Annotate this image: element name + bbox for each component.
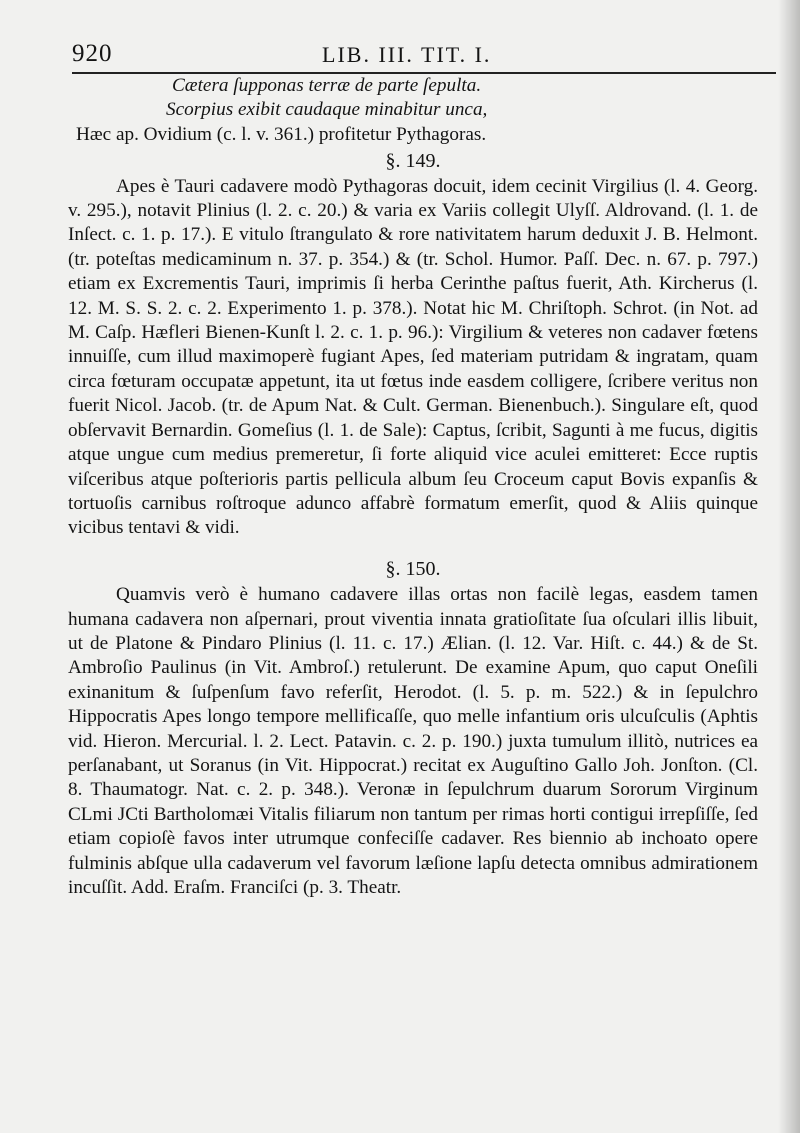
section-heading: §. 150. [385,557,441,580]
verse-line: Scorpius exibit caudaque minabitur unca, [166,99,488,121]
section-paragraph: Apes è Tauri cadavere modò Pythagoras docuit, idem cecinit Virgilius (l. 4. Georg. v. 295.), notavit Plinius (l. 2. c. 20.) & varia ex Variis collegit Ulyſſ. Aldrovand. (l. 1. de Inſect. c. 1. p. 17.). E vitulo ſtrangulato & rore nativitatem harum deduxit J. B. Helmont. (tr. poteſtas medicaminum n. 37. p. 354.) & (tr. Schol. Humor. Paſſ. Dec. n. 67. p. 797.) etiam ex Excrementis Tauri, imprimis ſi herba Cerinthe paſtus fuerit, Ath. Kircherus (l. 12. M. S. S. 2. c. 2. Experimento 1. p. 378.). Notat hic M. Chriſtoph. Schrot. (in Not. ad M. Caſp. Hæfleri Bienen-Kunſt l. 2. c. 1. p. 96.): Virgilium & veteres non cadaver fœtens innuiſſe, cum illud maximoperè fugiant Apes, ſed materiam putridam & ingratam, quam circa fœturam occupatæ appetunt, ita ut fœtus inde easdem colligere, ſcribere veritus non fuerit Nicol. Jacob. (tr. de Apum Nat. & Cult. German. Bienenbuch.). Singulare eſt, quod obſervavit Bernardin. Gomeſius (l. 1. de Sale): Captus, ſcribit, Sagunti à me fucus, digitis atque ungue cum medius premeretur, ſi forte aliquid vice aculei emitteret: Ecce ruptis viſceribus atque poſterioris partis pellicula album ſeu Croceum caput Bovis expanſis & tortuoſis carnibus roſtroque adunco affabrè formatum emerſit, quod & Aliis quinque vicibus tentavi & vidi. [68,175,758,539]
page-number: 920 [72,40,113,67]
page-edge-shadow [778,0,800,1133]
section-paragraph: Quamvis verò è humano cadavere illas ortas non facilè legas, easdem tamen humana cadavera non aſpernari, prout viventia innata gratioſitate ſua oſculari illis libuit, ut de Platone & Pindaro Plinius (l. 11. c. 17.) Ælian. (l. 12. Var. Hiſt. c. 44.) & de St. Ambroſio Paulinus (in Vit. Ambroſ.) retulerunt. De examine Apum, quo caput Oneſili exinanitum & ſuſpenſum favo referſit, Herodot. (l. 5. p. m. 522.) & in ſepulchro Hippocratis Apes longo tempore mellificaſſe, quo melle infantium oris ulcuſculis (Aphtis vid. Hieron. Mercurial. l. 2. Lect. Patavin. c. 2. p. 190.) juxta tumulum illitò, nutrices ea perſanabant, ut Soranus (in Vit. Hippocrat.) recitat ex Auguſtino Gallo Joh. Jonſton. (Cl. 8. Thaumatogr. Nat. c. 2. p. 348.). Veronæ in ſepulchrum duarum Sororum Virginum CLmi JCti Bartholomæi Vitalis filiarum non tantum per rimas horti contigui irrepſiſſe, ſed etiam copioſè favos inter utrumque confeciſſe cadaver. Res biennio ab inchoato opere fulminis abſque ulla cadaverum vel favorum læſione lapſu detecta omnibus admirationem incuſſit. Add. Eraſm. Franciſci (p. 3. Theatr. [68,584,758,898]
verse-line: Cætera ſupponas terræ de parte ſepulta. [172,75,482,96]
running-head: LIB. III. TIT. I. [322,42,492,67]
intro-line: Hæc ap. Ovidium (c. l. v. 361.) profitetur Pythagoras. [76,123,487,145]
section-heading: §. 149. [385,150,441,173]
page-header [72,40,752,74]
page-body [68,74,758,900]
